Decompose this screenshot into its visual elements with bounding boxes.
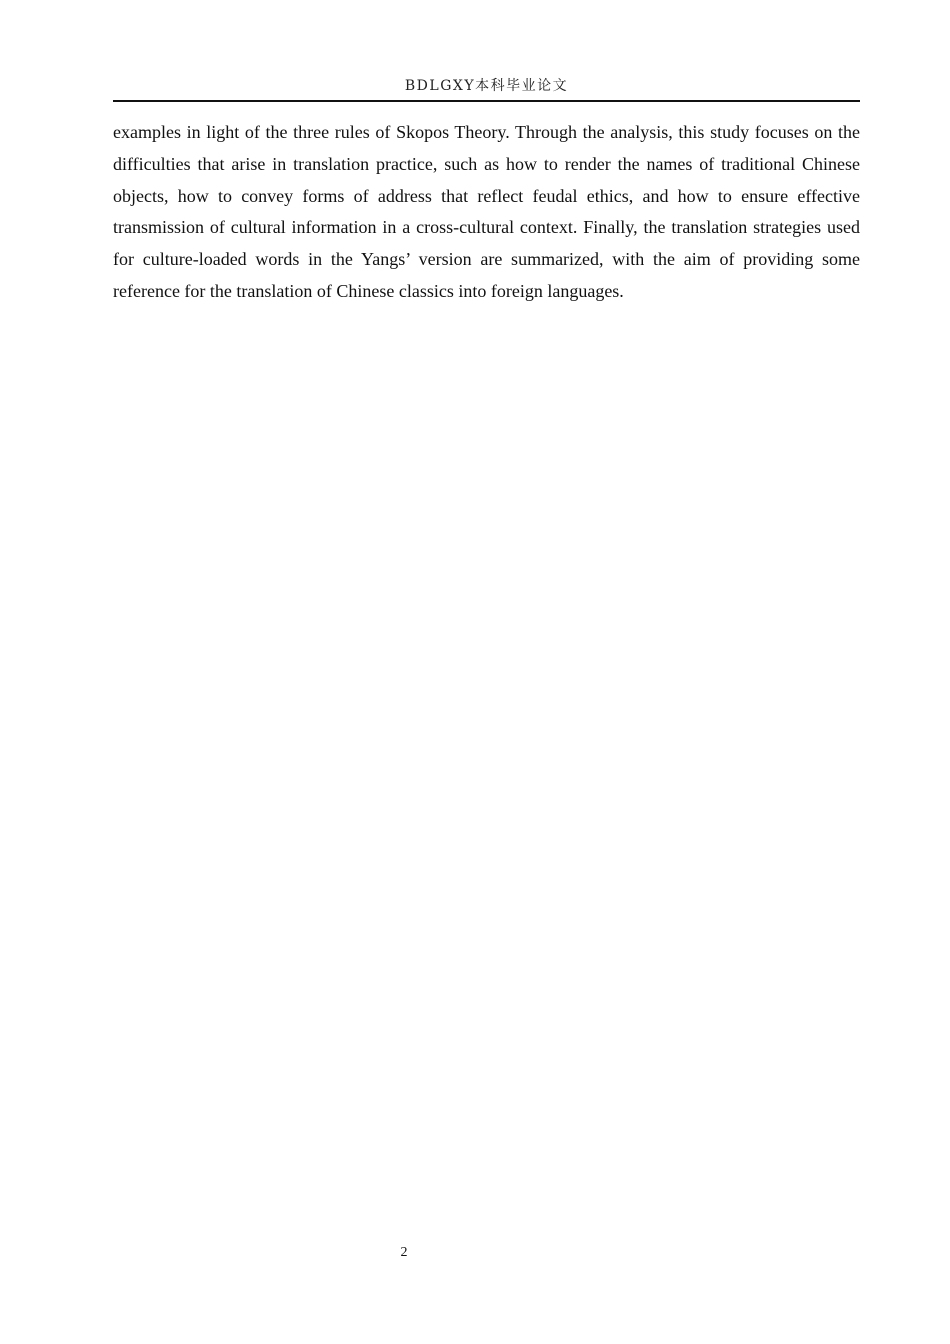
running-header: BDLGXY本科毕业论文 — [404, 78, 569, 94]
page-number: 2 — [400, 1245, 408, 1260]
body-paragraph: examples in light of the three rules of Skopos Theory. Through the analysis, this study focuses on the difficulties that arise in translation practice, such as how to render the names of traditional Chinese objects, how to convey forms of address that reflect feudal ethics, and how to ensure effective transmission of cultural information in a cross-cultural context. Finally, the translation strategies used for culture-loaded words in the Yangs’ version are summarized, with the aim of providing some reference for the translation of Chinese classics into foreign languages. — [113, 122, 860, 301]
header-divider — [113, 100, 860, 102]
